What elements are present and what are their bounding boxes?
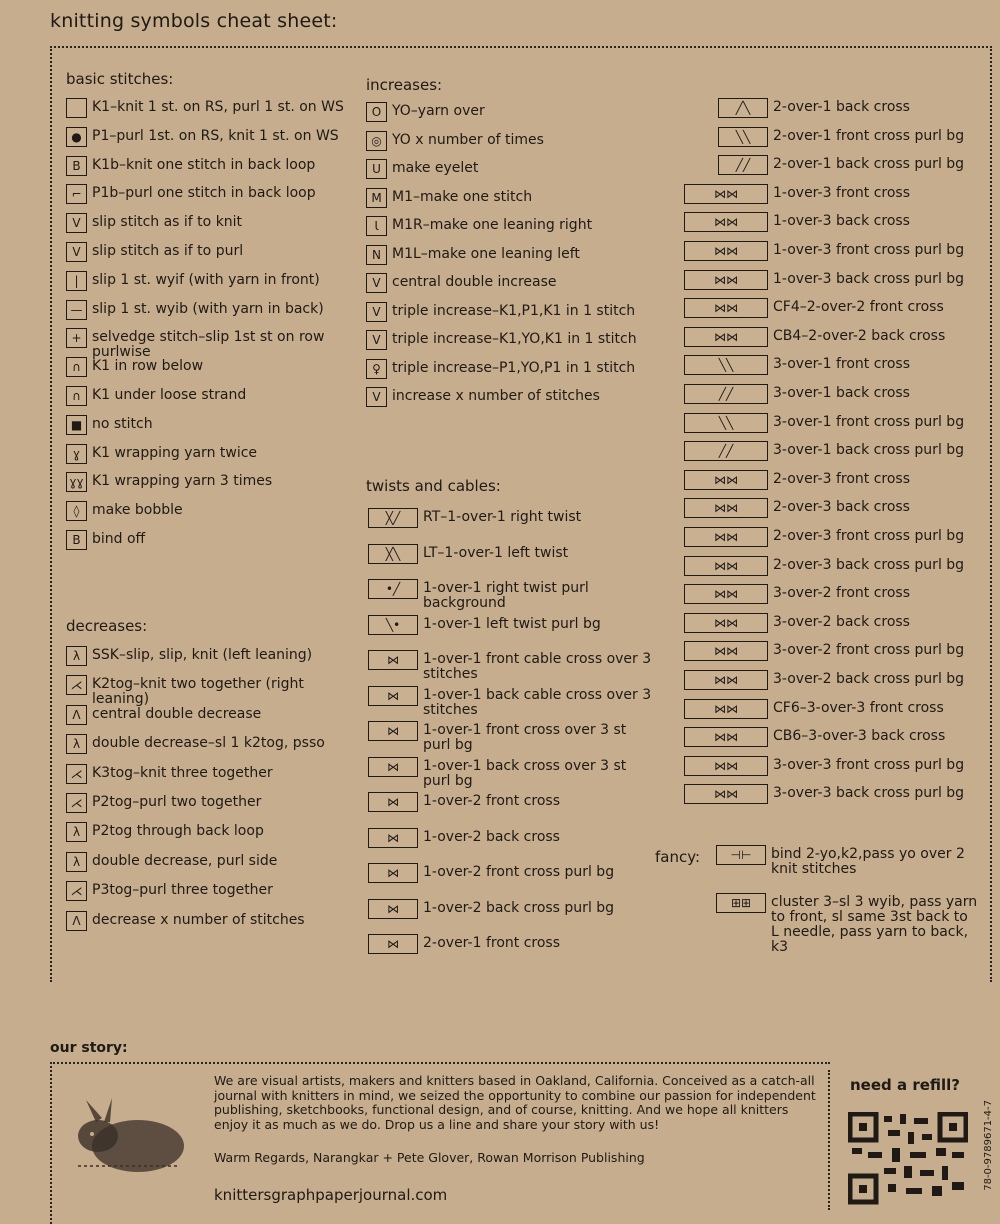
rabbit-illustration (68, 1096, 190, 1178)
decreases-symbol-icon: Λ (66, 705, 87, 725)
cables-item (684, 613, 984, 633)
cables-symbol-icon: ⋈⋈ (684, 527, 768, 547)
basic-label: make bobble (92, 502, 183, 519)
increases-item (366, 216, 656, 236)
basic-label: K1 wrapping yarn 3 times (92, 473, 273, 490)
twists-label: 1-over-1 back cross over 3 st purl bg (423, 757, 627, 789)
cables-symbol-icon: ╲╲ (718, 127, 768, 147)
basic-symbol-icon: B (66, 530, 87, 550)
cables-item (684, 355, 984, 375)
basic-label: P1b–purl one stitch in back loop (92, 185, 316, 202)
increases-symbol-icon: O (366, 102, 387, 122)
cables-symbol-icon: ╱╲ (718, 98, 768, 118)
increases-item (366, 273, 656, 293)
cables-label: CB6–3-over-3 back cross (773, 728, 946, 745)
increases-item (366, 387, 656, 407)
cables-item (684, 584, 984, 604)
basic-item (66, 530, 356, 550)
twists-symbol-icon: ⋈ (368, 863, 418, 883)
cables-label: CF6–3-over-3 front cross (773, 699, 944, 716)
cables-item (684, 327, 984, 347)
story-regards: Warm Regards, Narangkar + Pete Glover, Rowan Morrison Publishing (214, 1150, 645, 1165)
fancy-heading: fancy: (655, 848, 701, 866)
basic-item (66, 472, 356, 492)
twists-label: 2-over-1 front cross (423, 935, 561, 951)
twists-label: RT–1-over-1 right twist (423, 509, 582, 525)
decreases-symbol-icon: λ (66, 852, 87, 872)
basic-label: K1 in row below (92, 358, 204, 375)
cables-label: 3-over-1 back cross (773, 385, 910, 401)
fancy-item (716, 845, 980, 877)
cables-item (684, 641, 984, 661)
isbn: 78-0-9789671-4-7 (983, 1100, 994, 1191)
basic-symbol-icon: — (66, 300, 87, 320)
twists-symbol-icon: ╳╲ (368, 544, 418, 564)
decreases-symbol-icon: Λ (66, 911, 87, 931)
increases-label: triple increase–K1,P1,K1 in 1 stitch (392, 302, 636, 319)
increases-symbol-icon: M (366, 188, 387, 208)
cables-label: 2-over-3 front cross (773, 470, 911, 487)
basic-symbol-icon: V (66, 213, 87, 233)
basic-label: slip stitch as if to knit (92, 214, 243, 231)
cables-label: CB4–2-over-2 back cross (773, 327, 946, 344)
page-title: knitting symbols cheat sheet: (50, 10, 338, 32)
twists-item (368, 686, 658, 718)
cables-label: 2-over-1 back cross (773, 99, 910, 115)
increases-label: M1–make one stitch (392, 188, 533, 205)
cables-label: 3-over-2 front cross (773, 585, 911, 602)
basic-symbol-icon: ɣ (66, 444, 87, 464)
increases-item (366, 102, 656, 122)
cables-item (684, 670, 984, 690)
increases-heading: increases: (366, 76, 443, 94)
twists-label: 1-over-2 back cross purl bg (423, 899, 615, 916)
basic-symbol-icon: ● (66, 127, 87, 147)
cables-label: 3-over-2 front cross purl bg (773, 642, 965, 659)
basic-item (66, 213, 356, 233)
fancy-label: cluster 3–sl 3 wyib, pass yarn to front, sl same 3st back to L needle, pass yarn to back, k3 (771, 894, 978, 955)
twists-label: LT–1-over-1 left twist (423, 544, 569, 561)
decreases-item (66, 881, 356, 901)
basic-item (66, 271, 356, 291)
cables-symbol-icon: ╲╲ (684, 355, 768, 375)
basic-symbol-icon: ɣɣ (66, 472, 87, 492)
cables-label: 3-over-1 front cross (773, 356, 911, 373)
twists-label: 1-over-1 left twist purl bg (423, 615, 601, 632)
basic-symbol-icon: | (66, 271, 87, 291)
twists-item (368, 579, 658, 611)
cables-label: 3-over-3 back cross purl bg (773, 785, 965, 802)
cables-label: 1-over-3 front cross purl bg (773, 242, 965, 258)
twists-item (368, 863, 658, 883)
qr-code[interactable] (848, 1112, 968, 1205)
cables-item (684, 727, 984, 747)
fancy-label: bind 2-yo,k2,pass yo over 2 knit stitches (771, 846, 965, 877)
website-link[interactable]: knittersgraphpaperjournal.com (214, 1186, 448, 1204)
cables-symbol-icon: ⋈⋈ (684, 784, 768, 804)
basic-label: K1 under loose strand (92, 387, 247, 403)
increases-symbol-icon: V (366, 330, 387, 350)
cables-item (684, 298, 984, 318)
decreases-label: double decrease, purl side (92, 852, 278, 869)
decreases-symbol-icon: λ (66, 646, 87, 666)
twists-item (368, 934, 658, 954)
twists-item (368, 508, 658, 528)
twists-symbol-icon: ⋈ (368, 828, 418, 848)
basic-item (66, 242, 356, 262)
basic-label: slip stitch as if to purl (92, 243, 244, 259)
decreases-label: SSK–slip, slip, knit (left leaning) (92, 647, 313, 663)
cables-label: 1-over-3 front cross (773, 184, 911, 201)
decreases-label: P3tog–purl three together (92, 882, 273, 899)
cables-label: 2-over-3 back cross purl bg (773, 556, 965, 573)
cables-item (684, 441, 984, 461)
twists-item (368, 650, 658, 682)
cables-symbol-icon: ⋈⋈ (684, 556, 768, 576)
twists-item (368, 721, 658, 753)
twists-symbol-icon: ╲• (368, 615, 418, 635)
cables-symbol-icon: ⋈⋈ (684, 184, 768, 204)
cables-item (684, 527, 984, 547)
basic-symbol-icon: ⌐ (66, 184, 87, 204)
decreases-symbol-icon: ⋌ (66, 675, 87, 695)
basic-symbol-icon: V (66, 242, 87, 262)
cables-symbol-icon: ╱╱ (684, 384, 768, 404)
basic-symbol-icon: + (66, 328, 87, 348)
basic-label: bind off (92, 531, 146, 547)
basic-item (66, 501, 356, 521)
cables-item (718, 98, 1000, 118)
decreases-item (66, 911, 356, 931)
basic-label: selvedge stitch–slip 1st st on row purlwise (92, 329, 325, 361)
increases-item (366, 159, 656, 179)
basic-item (66, 328, 356, 360)
cables-item (718, 155, 1000, 175)
increases-symbol-icon: U (366, 159, 387, 179)
twists-item (368, 828, 658, 848)
increases-symbol-icon: ♀ (366, 359, 387, 379)
cables-symbol-icon: ╱╱ (718, 155, 768, 175)
cables-item (684, 699, 984, 719)
twists-symbol-icon: ⋈ (368, 686, 418, 706)
twists-symbol-icon: ⋈ (368, 650, 418, 670)
increases-item (366, 359, 656, 379)
refill-heading: need a refill? (850, 1076, 961, 1094)
twists-label: 1-over-2 back cross (423, 828, 560, 845)
basic-item (66, 415, 356, 435)
basic-symbol-icon: ∩ (66, 386, 87, 406)
twists-label: 1-over-1 front cable cross over 3 stitches (423, 651, 652, 682)
cables-symbol-icon: ⋈⋈ (684, 298, 768, 318)
twists-label: 1-over-1 back cable cross over 3 stitches (423, 686, 652, 718)
decreases-item (66, 734, 356, 754)
cables-label: 2-over-1 back cross purl bg (773, 156, 965, 173)
twists-symbol-icon: ⋈ (368, 792, 418, 812)
basic-label: no stitch (92, 415, 153, 432)
cables-label: 3-over-2 back cross purl bg (773, 671, 965, 687)
cables-item (684, 784, 984, 804)
increases-label: triple increase–K1,YO,K1 in 1 stitch (392, 331, 637, 347)
basic-symbol-icon (66, 98, 87, 118)
cables-symbol-icon: ⋈⋈ (684, 241, 768, 261)
increases-label: YO–yarn over (392, 103, 485, 119)
basic-label: K1–knit 1 st. on RS, purl 1 st. on WS (92, 99, 344, 115)
decreases-item (66, 852, 356, 872)
cables-label: 2-over-3 back cross (773, 499, 910, 516)
increases-item (366, 245, 656, 265)
cables-symbol-icon: ⋈⋈ (684, 270, 768, 290)
increases-item (366, 131, 656, 151)
cables-label: 1-over-3 back cross (773, 213, 910, 230)
twists-item (368, 792, 658, 812)
basic-heading: basic stitches: (66, 70, 174, 88)
cables-symbol-icon: ╱╱ (684, 441, 768, 461)
decreases-item (66, 793, 356, 813)
increases-label: triple increase–P1,YO,P1 in 1 stitch (392, 359, 636, 376)
increases-symbol-icon: V (366, 387, 387, 407)
basic-item (66, 386, 356, 406)
story-divider (828, 1070, 830, 1210)
cables-item (684, 498, 984, 518)
basic-symbol-icon: ∩ (66, 357, 87, 377)
basic-item (66, 156, 356, 176)
twists-label: 1-over-2 front cross purl bg (423, 864, 615, 880)
story-text: We are visual artists, makers and knitters based in Oakland, California. Conceived as a catch-all journal with knitters in mind, we seized the opportunity to combine our passion for independent publishing, sketchbooks, functional design, and of course, knitting. And we hope all knitters enjoy it as much as we do. Drop us a line and share your story with us! (214, 1073, 816, 1132)
cables-item (684, 556, 984, 576)
increases-symbol-icon: Ɩ (366, 216, 387, 236)
cables-item (684, 270, 984, 290)
basic-item (66, 127, 356, 147)
decreases-heading: decreases: (66, 617, 148, 635)
cables-item (684, 241, 984, 261)
fancy-symbol-icon: ⊣⊢ (716, 845, 766, 865)
decreases-symbol-icon: λ (66, 822, 87, 842)
cables-label: 3-over-3 front cross purl bg (773, 756, 965, 773)
cables-symbol-icon: ⋈⋈ (684, 756, 768, 776)
basic-symbol-icon: B (66, 156, 87, 176)
decreases-label: double decrease–sl 1 k2tog, psso (92, 735, 325, 752)
cables-symbol-icon: ⋈⋈ (684, 327, 768, 347)
decreases-label: decrease x number of stitches (92, 911, 305, 928)
basic-item (66, 184, 356, 204)
cables-item (684, 384, 984, 404)
cables-label: 1-over-3 back cross purl bg (773, 270, 965, 287)
twists-symbol-icon: •╱ (368, 579, 418, 599)
increases-label: make eyelet (392, 160, 479, 176)
fancy-item (716, 893, 980, 955)
decreases-item (66, 822, 356, 842)
basic-symbol-icon: ■ (66, 415, 87, 435)
twists-symbol-icon: ⋈ (368, 757, 418, 777)
increases-label: increase x number of stitches (392, 388, 600, 404)
twists-item (368, 899, 658, 919)
cables-symbol-icon: ⋈⋈ (684, 613, 768, 633)
twists-item (368, 544, 658, 564)
twists-item (368, 615, 658, 635)
decreases-label: K3tog–knit three together (92, 764, 273, 781)
decreases-item (66, 764, 356, 784)
twists-symbol-icon: ⋈ (368, 899, 418, 919)
cables-symbol-icon: ⋈⋈ (684, 727, 768, 747)
increases-label: M1L–make one leaning left (392, 245, 580, 262)
increases-label: M1R–make one leaning right (392, 217, 593, 233)
twists-label: 1-over-2 front cross (423, 793, 561, 809)
cables-label: CF4–2-over-2 front cross (773, 299, 944, 316)
cables-label: 3-over-1 back cross purl bg (773, 442, 965, 459)
decreases-symbol-icon: ⋌ (66, 793, 87, 813)
decreases-label: P2tog–purl two together (92, 794, 262, 810)
decreases-symbol-icon: ⋌ (66, 764, 87, 784)
basic-item (66, 98, 356, 118)
cables-symbol-icon: ⋈⋈ (684, 498, 768, 518)
increases-symbol-icon: ◎ (366, 131, 387, 151)
cables-item (684, 212, 984, 232)
increases-label: YO x number of times (392, 131, 544, 148)
cables-item (684, 756, 984, 776)
basic-label: K1b–knit one stitch in back loop (92, 156, 316, 173)
basic-label: slip 1 st. wyib (with yarn in back) (92, 300, 324, 317)
cables-label: 2-over-3 front cross purl bg (773, 528, 965, 544)
increases-symbol-icon: V (366, 273, 387, 293)
twists-symbol-icon: ╳╱ (368, 508, 418, 528)
increases-item (366, 188, 656, 208)
twists-item (368, 757, 658, 789)
cables-symbol-icon: ⋈⋈ (684, 641, 768, 661)
basic-label: P1–purl 1st. on RS, knit 1 st. on WS (92, 127, 339, 144)
twists-symbol-icon: ⋈ (368, 721, 418, 741)
cables-label: 2-over-1 front cross purl bg (773, 127, 965, 144)
cables-symbol-icon: ⋈⋈ (684, 670, 768, 690)
cables-symbol-icon: ⋈⋈ (684, 584, 768, 604)
decreases-label: P2tog through back loop (92, 823, 264, 840)
twists-heading: twists and cables: (366, 477, 501, 495)
basic-label: slip 1 st. wyif (with yarn in front) (92, 271, 320, 288)
increases-item (366, 302, 656, 322)
basic-item (66, 300, 356, 320)
increases-label: central double increase (392, 274, 557, 290)
basic-item (66, 444, 356, 464)
decreases-label: K2tog–knit two together (right leaning) (92, 676, 304, 708)
cables-label: 3-over-1 front cross purl bg (773, 413, 965, 430)
cables-item (718, 127, 1000, 147)
decreases-item (66, 705, 356, 725)
cables-symbol-icon: ⋈⋈ (684, 699, 768, 719)
cables-symbol-icon: ╲╲ (684, 413, 768, 433)
increases-symbol-icon: V (366, 302, 387, 322)
decreases-label: central double decrease (92, 705, 262, 722)
basic-symbol-icon: ◊ (66, 501, 87, 521)
twists-symbol-icon: ⋈ (368, 934, 418, 954)
decreases-item (66, 646, 356, 666)
decreases-symbol-icon: ⋌ (66, 881, 87, 901)
decreases-item (66, 675, 356, 707)
increases-item (366, 330, 656, 350)
fancy-symbol-icon: ⊞⊞ (716, 893, 766, 913)
cables-item (684, 470, 984, 490)
cables-item (684, 184, 984, 204)
cables-item (684, 413, 984, 433)
story-heading: our story: (50, 1040, 128, 1056)
cables-symbol-icon: ⋈⋈ (684, 212, 768, 232)
cables-symbol-icon: ⋈⋈ (684, 470, 768, 490)
basic-label: K1 wrapping yarn twice (92, 444, 258, 461)
twists-label: 1-over-1 front cross over 3 st purl bg (423, 722, 627, 753)
decreases-symbol-icon: λ (66, 734, 87, 754)
basic-item (66, 357, 356, 377)
cables-label: 3-over-2 back cross (773, 613, 910, 630)
twists-label: 1-over-1 right twist purl background (423, 580, 589, 611)
increases-symbol-icon: N (366, 245, 387, 265)
